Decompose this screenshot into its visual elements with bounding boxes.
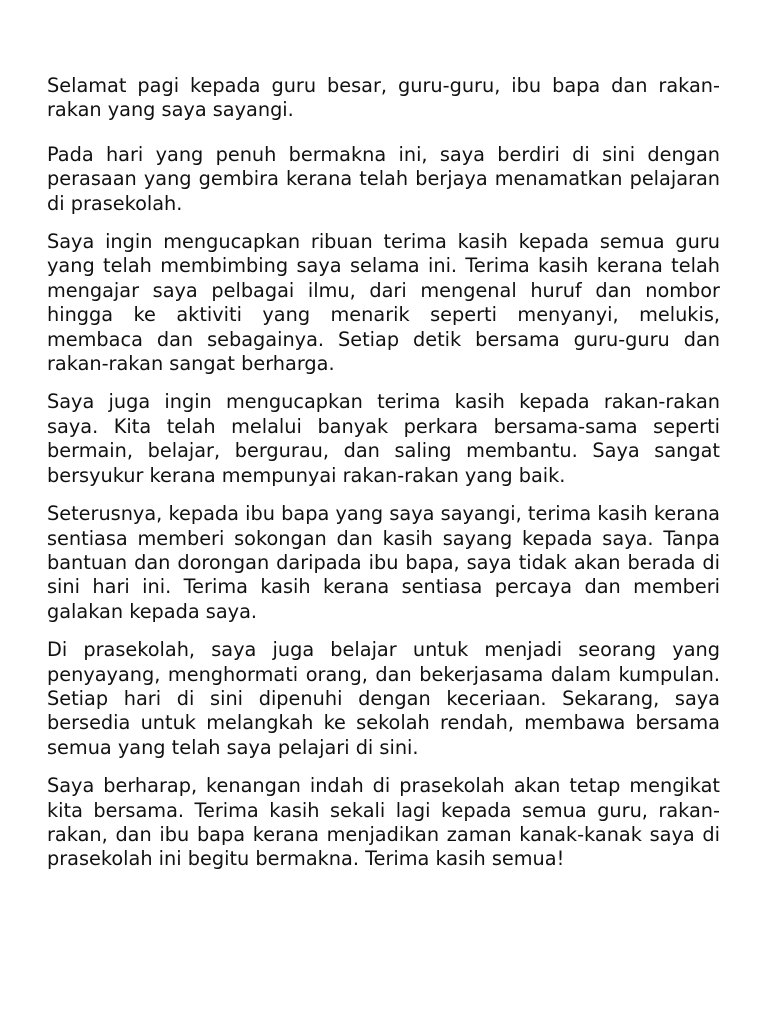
paragraph-opening: Pada hari yang penuh bermakna ini, saya berdiri di sini dengan perasaan yang gembira kerana telah berjaya menamatkan pelajaran di prasekolah. bbox=[47, 142, 720, 215]
paragraph-thanks-teachers: Saya ingin mengucapkan ribuan terima kasih kepada semua guru yang telah membimbing saya selama ini. Terima kasih kerana telah mengajar saya pelbagai ilmu, dari mengenal huruf dan nombor hingga ke aktiviti yang menarik seperti menyanyi, melukis, membaca dan sebagainya. Setiap detik bersama guru-guru dan rakan-rakan sangat berharga. bbox=[47, 230, 720, 376]
paragraph-lessons-learned: Di prasekolah, saya juga belajar untuk menjadi seorang yang penyayang, menghormati orang, dan bekerjasama dalam kumpulan. Setiap hari di sini dipenuhi dengan keceriaan. Sekarang, saya bersedia untuk melangkah ke sekolah rendah, membawa bersama semua yang telah saya pelajari di sini. bbox=[47, 638, 720, 759]
paragraph-greeting: Selamat pagi kepada guru besar, guru-guru, ibu bapa dan rakan-rakan yang saya sayangi. bbox=[47, 74, 720, 122]
paragraph-closing: Saya berharap, kenangan indah di prasekolah akan tetap mengikat kita bersama. Terima kasih sekali lagi kepada semua guru, rakan-rakan, dan ibu bapa kerana menjadikan zaman kanak-kanak saya di prasekolah ini begitu bermakna. Terima kasih semua! bbox=[47, 774, 720, 871]
paragraph-thanks-friends: Saya juga ingin mengucapkan terima kasih kepada rakan-rakan saya. Kita telah melalui banyak perkara bersama-sama seperti bermain, belajar, bergurau, dan saling membantu. Saya sangat bersyukur kerana mempunyai rakan-rakan yang baik. bbox=[47, 390, 720, 487]
paragraph-thanks-parents: Seterusnya, kepada ibu bapa yang saya sayangi, terima kasih kerana sentiasa memberi sokongan dan kasih sayang kepada saya. Tanpa bantuan dan dorongan daripada ibu bapa, saya tidak akan berada di sini hari ini. Terima kasih kerana sentiasa percaya dan memberi galakan kepada saya. bbox=[47, 502, 720, 623]
